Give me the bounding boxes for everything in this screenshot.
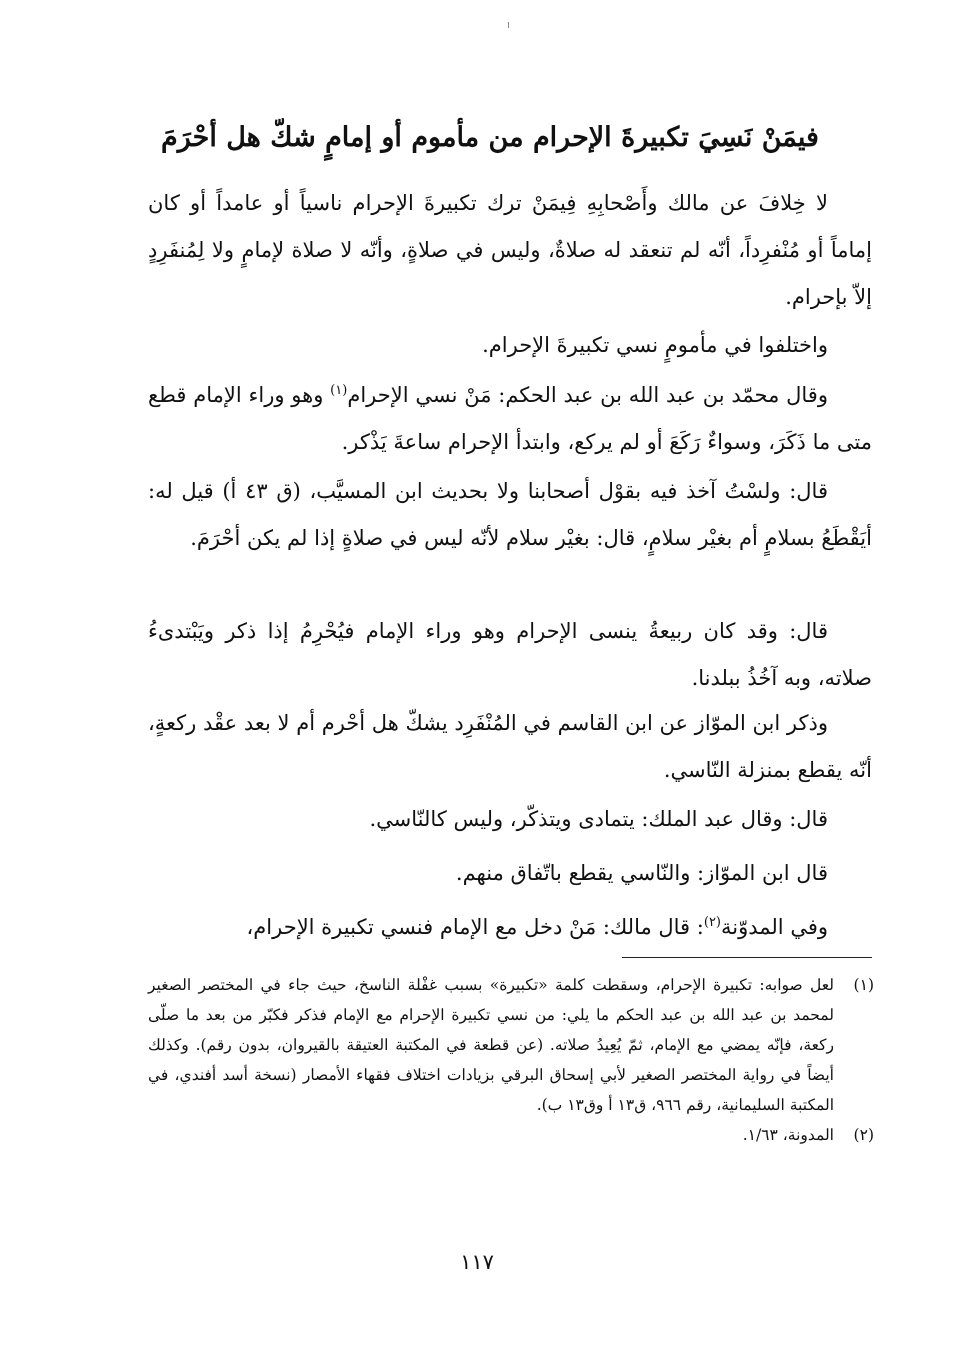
paragraph-3-rest: وهو وراء الإمام قطع متى ما ذَكَرَ، وسواءٌ رَكَعَ أو لم يركع، وابتدأ الإحرام ساعةَ يَذْكر. [148, 383, 872, 454]
footnotes [148, 970, 874, 1150]
paragraph-1: لا خِلافَ عن مالك وأَصْحابِهِ فِيمَنْ ترك تكبيرةَ الإحرام ناسياً أو عامداً أو كان إماماً أو مُنْفرِداً، أنّه لم تنعقد له صلاةٌ، وليس في صلاةٍ، وأنّه لا صلاة لإمامٍ ولا لِمُنفَرِدٍ إلاّ بإحرام. [148, 191, 872, 309]
footnote-1 [148, 970, 874, 1120]
footnote-ref-1: (١) [330, 383, 348, 398]
footnote-ref-2: (٢) [703, 915, 721, 930]
footnote-2-text: المدونة، ١/٦٣. [742, 1126, 834, 1144]
page-number: ١١٧ [460, 1250, 494, 1274]
paragraph-3-text: وقال محمّد بن عبد الله بن عبد الحكم: مَنْ نسي الإحرام [347, 383, 828, 407]
paragraph-2: واختلفوا في مأمومٍ نسي تكبيرةَ الإحرام. [482, 333, 828, 357]
footnote-2-number: (٢) [853, 1126, 874, 1144]
footnote-2 [148, 1120, 874, 1150]
chapter-title: فيمَنْ نَسِيَ تكبيرةَ الإحرام من مأموم أو إمامٍ شكّ هل أحْرَمَ [161, 122, 819, 153]
paragraph-6: وذكر ابن الموّاز عن ابن القاسم في المُنْفَرِد يشكّ هل أحْرم أم لا بعد عقْد ركعةٍ، أنّه يقطع بمنزلة النّاسي. [148, 711, 872, 782]
paragraph-8: قال ابن الموّاز: والنّاسي يقطع باتّفاق منهم. [455, 861, 828, 885]
footnote-1-number: (١) [853, 976, 874, 994]
paragraph-5: قال: وقد كان ربيعةُ ينسى الإحرام وهو وراء الإمام فيُحْرِمُ إذا ذكر ويَبْتدىءُ صلاته، وبه آخُذُ ببلدنا. [148, 619, 872, 690]
paragraph-4: قال: ولسْتُ آخذ فيه بقوْل أصحابنا ولا بحديث ابن المسيَّب، (ق ٤٣ أ) قيل له: أيَقْطَعُ بسلامٍ أم بغيْر سلامٍ، قال: بغيْر سلام لأنّه ليس في صلاةٍ إذا لم يكن أحْرَمَ. [148, 479, 872, 550]
footnote-1-text: لعل صوابه: تكبيرة الإحرام، وسقطت كلمة «تكبيرة» بسبب غفْلة الناسخ، حيث جاء في المختصر الصغير لمحمد بن عبد الله بن عبد الحكم ما يلي: من نسي تكبيرة الإحرام مع الإمام فذكر فكبّر من بعد ما صلّى ركعة، فإنّه يمضي مع الإمام، ثمّ يُعِيدُ صلاته. (عن قطعة في المكتبة العتيقة بالقيروان، بدون رقم). وكذلك أيضاً في رواية المختصر الصغير لأبي إسحاق البرقي بزيادات اختلاف فقهاء الأمصار (نسخة أسد أفندي، في المكتبة السليمانية، رقم ٩٦٦، ق١٣ أ وق١٣ ب). [148, 976, 834, 1114]
footnote-separator [622, 957, 872, 958]
paragraph-9-rest: : قال مالك: مَنْ دخل مع الإمام فنسي تكبيرة الإحرام، [246, 915, 704, 939]
paragraph-3 [148, 372, 872, 466]
top-mark [508, 22, 509, 28]
paragraph-9-text: وفي المدوّنة [721, 915, 828, 939]
paragraph-9 [148, 904, 872, 951]
paragraph-7: قال: وقال عبد الملك: يتمادى ويتذكّر، وليس كالنّاسي. [369, 807, 828, 831]
